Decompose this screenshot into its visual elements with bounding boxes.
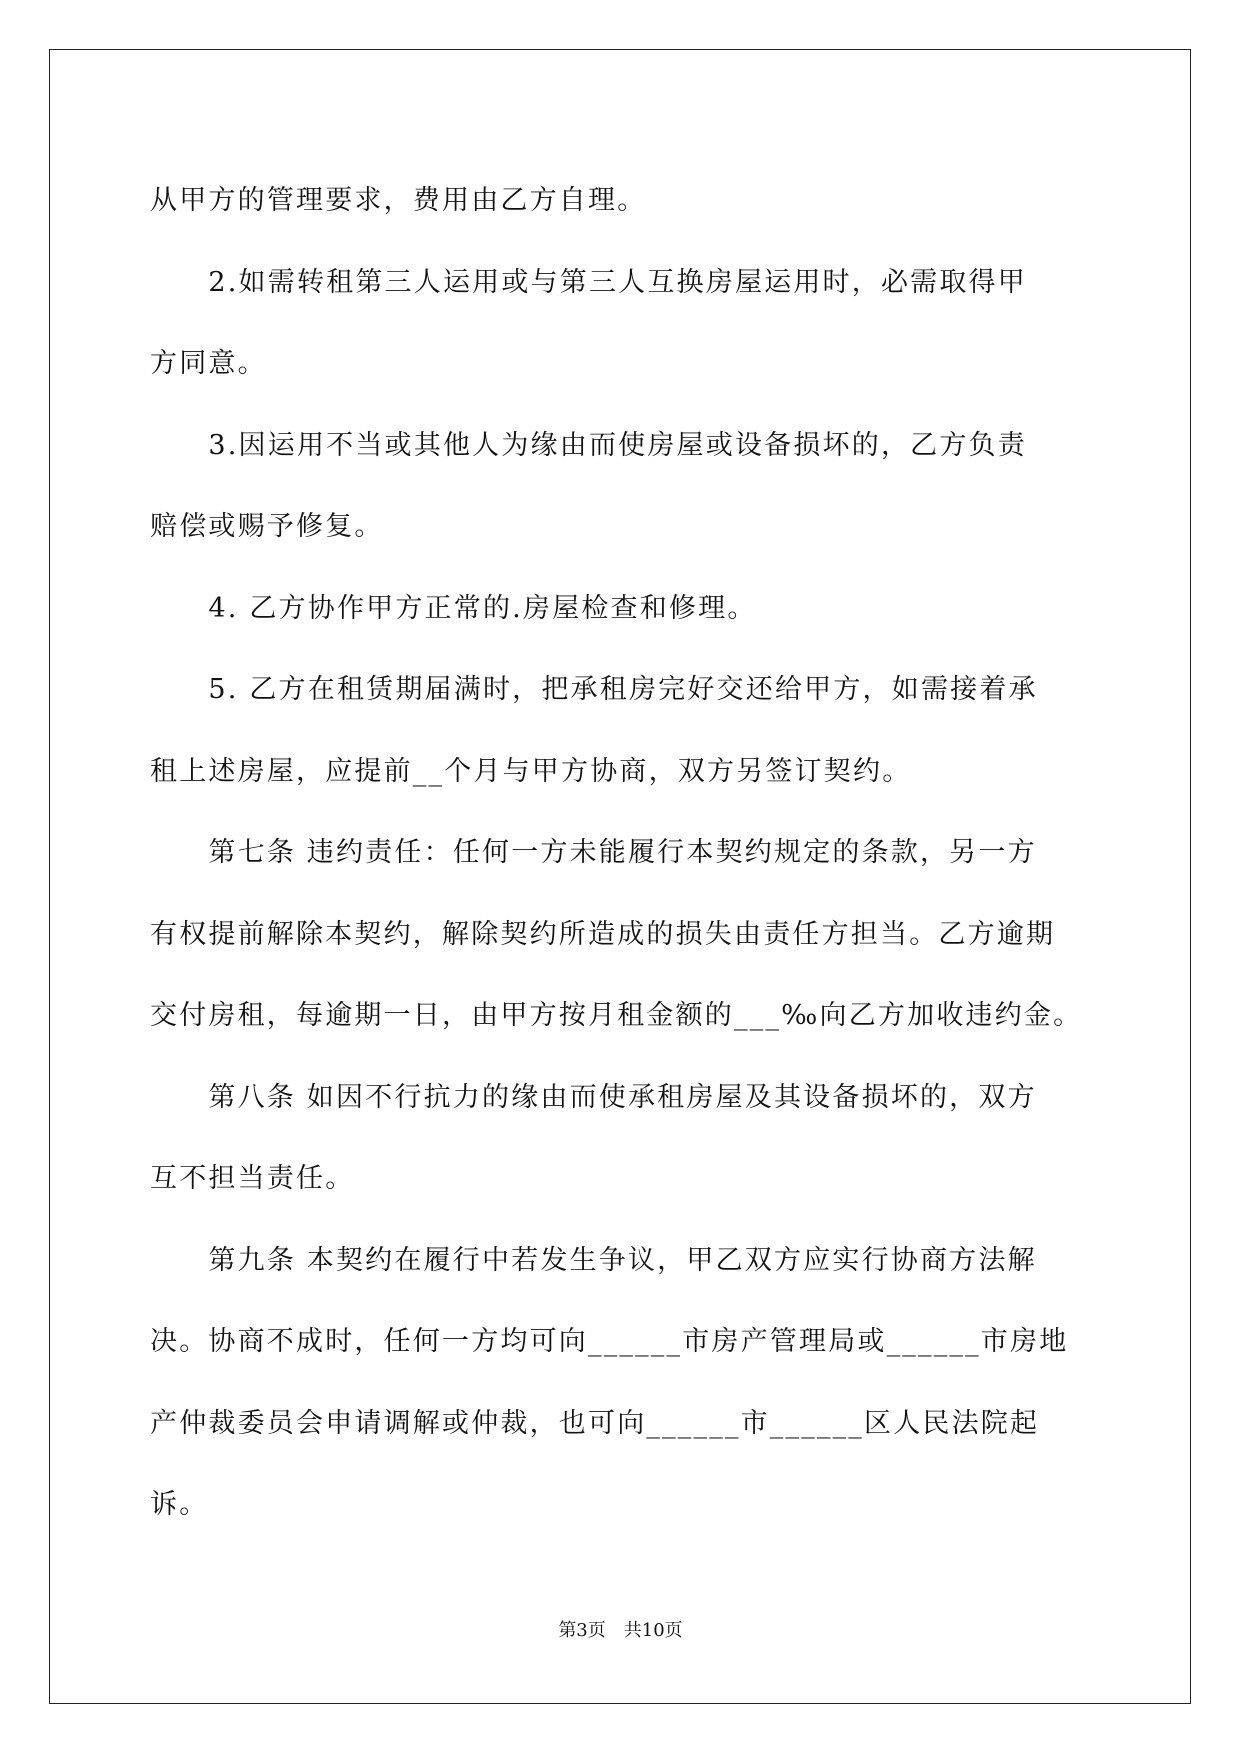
page-number: 第3页 共10页 xyxy=(558,1620,683,1641)
document-body xyxy=(150,160,1095,1546)
text-line: 2.如需转租第三人运用或与第三人互换房屋运用时，必需取得甲 xyxy=(150,266,1027,298)
text-line: 产仲裁委员会申请调解或仲裁，也可向______市______区人民法院起 xyxy=(150,1407,1040,1439)
text-line: 5. 乙方在租赁期届满时，把承租房完好交还给甲方，如需接着承 xyxy=(150,674,1038,705)
text-line: 从甲方的管理要求，费用由乙方自理。 xyxy=(150,185,647,216)
text-line: 诉。 xyxy=(150,1489,209,1520)
page-footer xyxy=(0,1616,1241,1642)
text-line: 方同意。 xyxy=(150,348,267,379)
text-line: 互不担当责任。 xyxy=(150,1163,355,1194)
text-line: 3.因运用不当或其他人为缘由而使房屋或设备损坏的，乙方负责 xyxy=(150,429,1027,461)
text-line: 交付房租，每逾期一日，由甲方按月租金额的___‰向乙方加收违约金。 xyxy=(150,1000,1083,1031)
text-block xyxy=(150,160,1095,1546)
text-line: 赔偿或赐予修复。 xyxy=(150,511,384,542)
text-line: 第八条 如因不行抗力的缘由而使承租房屋及其设备损坏的，双方 xyxy=(150,1081,1037,1113)
text-line: 有权提前解除本契约，解除契约所造成的损失由责任方担当。乙方逾期 xyxy=(150,918,1056,950)
text-line: 决。协商不成时，任何一方均可向______市房产管理局或______市房地 xyxy=(150,1326,1069,1357)
text-line: 4. 乙方协作甲方正常的.房屋检查和修理。 xyxy=(150,592,757,624)
text-line: 第七条 违约责任：任何一方未能履行本契约规定的条款，另一方 xyxy=(150,837,1037,868)
text-line: 第九条 本契约在履行中若发生争议，甲乙双方应实行协商方法解 xyxy=(150,1244,1037,1276)
text-line: 租上述房屋，应提前__个月与甲方协商，双方另签订契约。 xyxy=(150,755,912,787)
